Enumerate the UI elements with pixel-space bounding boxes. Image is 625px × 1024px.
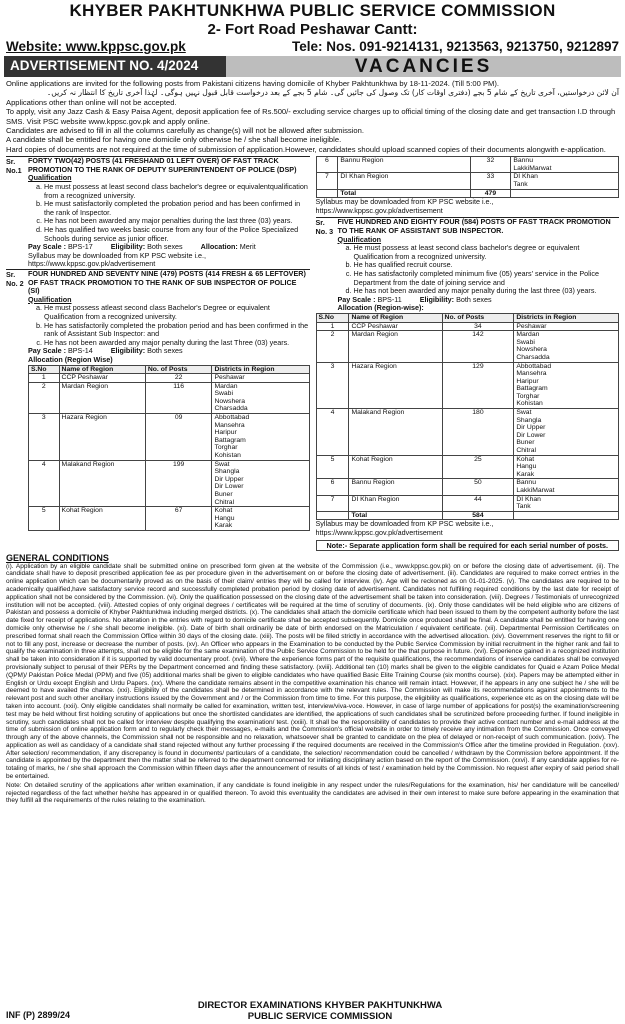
cell-districts: Abbottabad Mansehra Haripur Battagram Torghar Kohistan [514,362,619,409]
vacancies-banner: VACANCIES [226,56,621,77]
table-row [316,173,619,189]
table-row [29,460,310,507]
syllabus-note[interactable]: Syllabus may be downloaded from KP PSC website i.e., https://www.kppsc.gov.pk/advertisement [315,519,494,537]
col-header: S.No [316,313,349,322]
intro-line: A candidate shall be entitled for having one domicile only otherwise he / she shall become ineligible. [6,135,342,145]
qualification-list [28,183,310,243]
cell-posts: 180 [442,409,514,456]
qualification-item: a. He must possess at least second class bachelor's degree or equivalent Qualification from a recognized university. [354,244,620,261]
cell-sn: 6 [316,157,338,173]
post-2-section: Sr. No. 2 FOUR HUNDRED AND SEVENTY NINE (479) POSTS (414 FRESH & 65 LEFTOVER) OF FAST TRACK PROMOTION TO THE RANK OF SUB INSPECTOR OF POLICE (SI) Qualification a. He must possess atleast second class Bachelor's Degree or equivalent Qualification from a recognized university. b. He has satisfactorily completed the probation period and has been confirmed in the rank of Assistant Sub Inspector: and c. He has not been awarded any major penalty during the last Three (03) years. Pay Scale : BPS-14 Eligibility: Both sexes Allocation (Region Wise) S.No Name of Region No. of Posts Districts in Region 1 CCP Peshawar 22 Peshawar 2 Mardan Region 116 Mardan Swabi Nowshera Charsadda 3 Hazara Region 09 Abbottabad Mansehra Haripur Battagram Torghar Kohistan 4 Malakand Region 199 Swat Shangla Dir Upper Dir Lower Buner Chitral 5 Kohat Region 67 Kohat Hangu Karak [6,269,310,531]
qualification-item: a. He must possess atleast second class Bachelor's Degree or equivalent Qualification from a recognized university. [44,304,310,321]
qualification-item: c. He has not been awarded any major penalties during the last three (03) years. [44,217,310,226]
col-header: No. of Posts [442,313,514,322]
cell-sn: 2 [316,331,349,362]
syllabus-note[interactable]: Syllabus may be downloaded from KP PSC website i.e., https://www.kppsc.gov.pk/advertisement [28,250,207,269]
table-row [316,409,619,456]
cell-districts: Kohat Hangu Karak [514,455,619,479]
cell-districts: Swat Shangla Dir Upper Dir Lower Buner Chitral [212,460,309,507]
qualification-item: b. He must satisfactorily completed the probation period and has been confirmed in the rank of Inspector. [44,200,310,217]
pay-scale: BPS-11 [377,294,402,304]
separate-form-note: Note:- Separate application form shall be required for each serial number of posts. [316,540,620,551]
cell-posts: 25 [442,455,514,479]
cell-posts: 67 [145,507,212,531]
cell-posts: 199 [145,460,212,507]
cell-sn: 5 [316,455,349,479]
footer [0,996,625,1024]
total-posts: 584 [442,511,514,520]
inf-number: INF (P) 2899/24 [6,1010,71,1020]
cell-region: Hazara Region [59,414,145,461]
allocation: Merit [239,242,256,252]
cell-sn: 1 [29,374,60,383]
eligibility: Both sexes [456,294,492,304]
cell-sn: 5 [29,507,60,531]
intro-line: Online applications are invited for the following posts from Pakistani citizens having domicile of Khyber Pakhtunkhwa by 18-11-2024. (Till 5:00 PM). [6,79,499,88]
allocation-label: Allocation (Region Wise) [28,354,113,364]
cell-posts: 22 [145,374,212,383]
cell-region: Bannu Region [349,479,442,495]
qualification-item: d. He has not been awarded any major penalty during the last three (03) years. [354,287,620,296]
cell-sn: 1 [316,322,349,331]
cell-districts: Kohat Hangu Karak [212,507,309,531]
cell-region: DI Khan Region [338,173,470,189]
cell-region: Mardan Region [59,382,145,413]
col-header: Name of Region [349,313,442,322]
signatory [150,1000,490,1022]
qualification-item: b. He has satisfactorily completed the probation period and has been confirmed in the rank of Assistant Sub Inspector: and [44,322,310,339]
table-row [316,362,619,409]
intro-line: Candidates are advised to fill in all the columns carefully as change(s) will not be allowed after submission. [6,126,364,136]
org-address: 2- Fort Road Peshawar Cantt: [207,21,418,38]
telephone-numbers: Tele: Nos. 091-9214131, 9213563, 9213750, 9212897 [291,39,619,54]
pay-scale: BPS-17 [67,242,93,252]
contact-bar [0,39,625,54]
cell-region: Bannu Region [338,157,470,173]
cell-districts: Peshawar [514,322,619,331]
cell-posts: 142 [442,331,514,362]
qualification-label: Qualification [28,173,72,183]
cell-region: CCP Peshawar [349,322,442,331]
cell-region: Malakand Region [349,409,442,456]
qualification-item: b. He has qualified recruit course. [354,261,620,270]
total-posts: 479 [470,189,511,198]
cell-region: Kohat Region [59,507,145,531]
cell-districts: DI Khan Tank [514,495,619,511]
sr-number: No. 3 [315,227,334,236]
col-header: No. of Posts [145,365,212,374]
general-conditions-body [0,563,625,806]
cell-region: CCP Peshawar [59,374,145,383]
website-link[interactable]: Website: www.kppsc.gov.pk [6,39,186,54]
cell-region: Mardan Region [349,331,442,362]
intro-section [0,77,625,154]
qualification-label: Qualification [28,294,72,304]
right-column [316,156,620,550]
posts-columns [0,154,625,550]
cell-districts: DI Khan Tank [511,173,619,189]
cell-districts: Peshawar [212,374,309,383]
cell-districts: Mardan Swabi Nowshera Charsadda [514,331,619,362]
pay-row: Pay Scale : BPS-17 Eligibility: Both sexes Allocation: Merit [28,242,256,252]
table-row [316,455,619,479]
qualification-item: c. He has satisfactorily completed minimum five (05) years' service in the Police Department from the date of joining service and [354,270,620,287]
cell-sn: 3 [29,414,60,461]
cell-posts: 33 [470,173,511,189]
allocation-table-3 [316,313,620,520]
table-row [316,322,619,331]
conditions-note: Note: On detailed scrutiny of the applications after written examination, if any candidate is found ineligible in any respect under the rules/Regulations for the examination, his/ her candidature will be cancelled/ rejected regardless of the fact whether he/she has appeared in or qualified thereon. To avoid this eventuality the candidates are advised in their own interest to make sure before appearing in the examination that they fulfill all the requirements of the rules relating to the examination. [6,781,619,805]
cell-region: DI Khan Region [349,495,442,511]
intro-line: Applications other than online will not be accepted. [6,97,177,107]
sr-number: No.1 [6,165,22,175]
cell-sn: 7 [316,173,338,189]
table-row [29,507,310,531]
pay-row: Pay Scale : BPS-11 Eligibility: Both sexes [337,294,492,304]
cell-region: Kohat Region [349,455,442,479]
intro-line: Hard copies of documents are not required at the time of submission of application.However, candidates should upload scanned copies of their documents alongwith e-application. [6,144,606,154]
qualification-item: d. He has qualified two weeks basic course from any four of the Police Specialized Schools during service as junior officer. [44,226,310,243]
col-header: Districts in Region [514,313,619,322]
cell-sn: 3 [316,362,349,409]
qualification-label: Qualification [337,234,382,244]
org-title: KHYBER PAKHTUNKHWA PUBLIC SERVICE COMMISSION [69,1,556,20]
cell-sn: 7 [316,495,349,511]
cell-sn: 6 [316,479,349,495]
cell-districts: Bannu LakkiMarwat [514,479,619,495]
signatory-line: DIRECTOR EXAMINATIONS KHYBER PAKHTUNKHWA [197,1000,443,1011]
cell-sn: 2 [29,382,60,413]
table-row [316,479,619,495]
cell-posts: 09 [145,414,212,461]
intro-line: To apply, visit any Jazz Cash & Easy Paisa Agent, deposit application fee of Rs.500/- excluding service charges up to official timing of the closing date and get transaction I.D through SMS. Visit PSC website www.kppsc.gov.pk and apply online. [6,107,616,126]
syllabus-note[interactable]: Syllabus may be downloaded from KP PSC website i.e., https://www.kppsc.gov.pk/advertisement [315,197,494,215]
cell-districts: Swat Shangla Dir Upper Dir Lower Buner Chitral [514,409,619,456]
sr-label: Sr. [6,157,16,167]
allocation-table [28,365,310,531]
cell-posts: 50 [442,479,514,495]
conditions-paragraph: (i). Application by an eligible candidate shall be submitted online on prescribed form given at the website of the Commission (i.e., www.kppsc.gov.pk) on or before the closing date of advertisement. (ii). The candidate shall have to deposit prescribed application fee as per procedure given in the advertisement on or before the closing date of advertisement. (iii). Candidates are required to make correct entries in the online application which can be documentarily proved as on the basis of their claim/ entries they will be called for interview. (iv). Age will be reckoned as on 01-01-2025. (v). The candidates are required to be academically qualified,have satisfactory service record and successfully completed probation period by closing date of advertisement. Candidates not fulfilling required conditions by the last date for receipt of application shall not be considered by the Commission. (vi). Only the qualification possessed on the closing date of the advertisement shall be taken into consideration. (viii). Degrees / Testimonials of unrecognized institution will not be accepted. (viii). Attested copies of only original degrees / certificates will be required at the time of scrutiny of documents. (ix). Only those candidates will be held eligible who are citizens of Pakistan and possess a domicile of Khyber Pakhtunkhwa including merged districts. (x). The candidates shall attach the domicile certificate which had been issued to them by the competent authority before the last date fixed for receipt of applications. No alteration in the entries with regard to domicile certificate shall be accepted subsequently. Domicile once produced shall be final. A candidate shall be entitled for having one domicile only otherwise he / she shall become ineligible. (xi). Date of birth shall ordinarily be date of birth endorsed on the Matriculation / equivalent certificate. (xii). Departmental Permission Certificates on prescribed format shall reach the Commission Office within 30 days of the closing date. (xiii). The posts will be filled strictly in accordance with the advertised allocation. (xiv). Government reserves the right to fill or not to fill any post, increase or decrease the number of posts. (xv). An Officer who appears in the Examination to be conducted by the Public Service Commission by initial recruitment in the higher rank and fail to qualify the examination in three attempts, shall not be eligible for the same examination of the Public Service Commission to be held for the that purpose in future. (xvi). Experience gained in a recognized institution shall be taken into consideration if it is supported by valid documentary proof. (xvii). Where the experience forms part of the requisite qualifications, the recommendations of inservice candidates shall be conveyed provisionally subject to perusal of their PERs by the Department concerned and finding these satisfactory. (xviii). Additional ten (10) marks shall be given to the eligible candidates for Quaid e Azam Police Medal (QPM)/ Pakistan Police Medal (PPM) and five (05) additional marks shall be given to eligible candidates who have qualified Basic Elite Training Course (six months course). (xix). Papers may be attempted either in English or Urdu except English and Urdu Papers. (xx). Where the candidate remains absent in the competitive examination his chance will remain intact. However, if he appears in any one subject he / she will be deemed to have availed the chance. (xxi). Eligibility of the candidates shall be determined in accordance with the relevant rules. The Commission will make its recommendations against appointments to the relevant post and such other ancillary instructions issued by the Government and / or the Commission from time to time. For this purpose, the eligibility as qualifications, experience etc as on the closing date will be taken into account. (xxii). Only eligible candidates shall normally be called for examination, written test, interview/viva-voce. However, in case of large number of applications for post(s) the examination/screening test may be held without first holding scrutiny of applications but once the shortlisted candidates are identified, the applications of such candidates shall be scrutinized before proceeding further. If found ineligible in scrutiny, such candidates shall not be called for interview despite qualifying the examination/ test. (xxiii). It shall be the responsibility of candidates to provide their active contact number and e-mail address at the time of submission of online application form and to regularly check their messages, e-mails and the Commission's official website in order to timely receive any intimation from the Commission. Once conveyed through any of the above channels, the Commission shall not be responsible and no relaxation, whatsoever shall be granted to candidate on the plea of delayed or non-receipt of such communication. (xxiv). The application as well as candidacy of a candidate shall stand rejected without any further processing if the required documents are received in the Commission's Office after the timeline provided in Regulation. (xxv). After selection/ recommendation, if any discrepancy is found in documents/ particulars of a candidate, the selection/ recommendation could be cancelled / withdrawn by the Commission before appointment. If the candidate is appointed by the department then the matter shall be referred to the department concerned for initiating disciplinary action based on the report of the Commission. (xxvi). If any candidate applies for re-totaling of marks, he / she shall approach the Commission within fifteen days after the announcement of results of all kinds of test / examination held by the Commission. No request after expiry of said period shall be entertained. [6,562,619,781]
cell-posts: 129 [442,362,514,409]
qualification-item: a. He must possess at least second class bachelor's degree or equivalentqualification from a recognized university. [44,183,310,200]
table-row [316,157,619,173]
eligibility: Both sexes [147,242,183,252]
table-row [29,374,310,383]
post-title: FORTY TWO(42) POSTS (41 FRESHAND 01 LEFT OVER) OF FAST TRACK PROMOTION TO THE RANK OF DEPUTY SUPERINTENDENT OF POLICE (DSP) [28,156,297,174]
cell-posts: 32 [470,157,511,173]
col-header: Name of Region [59,365,145,374]
eligibility: Both sexes [147,346,183,356]
pay-scale: BPS-14 [67,346,93,356]
cell-sn: 4 [29,460,60,507]
general-conditions-heading: GENERAL CONDITIONS [6,552,109,563]
advertisement-number: ADVERTISEMENT NO. 4/2024 [4,56,226,77]
cell-sn: 4 [316,409,349,456]
qualification-item: c. He has not been awarded any major penalty during the last Three (03) years. [44,339,310,348]
urdu-notice: آن لائن درخواستیں، آخری تاریخ کے شام 5 بجے (دفتری اوقات کار) تک وصول کی جائیں گی۔ شام 5 بجے کے بعد درخواست قابل قبول نہیں ہوگی۔ لہٰذا آخری تاریخ کا انتظار نہ کریں۔ [46,88,619,98]
table-row-total: Total 479 [316,189,619,198]
cell-posts: 116 [145,382,212,413]
qualification-list [338,244,620,296]
cell-posts: 44 [442,495,514,511]
col-header: S.No [29,365,60,374]
signatory-line: PUBLIC SERVICE COMMISSION [247,1011,393,1022]
cell-region: Hazara Region [349,362,442,409]
cell-districts: Bannu LakkiMarwat [511,157,619,173]
qualification-list [28,304,310,347]
table-row [29,414,310,461]
post-3-section: Sr. No. 3 FIVE HUNDRED AND EIGHTY FOUR (584) POSTS OF FAST TRACK PROMOTION TO THE RANK OF ASSISTANT SUB INSPECTOR. Qualification a. He must possess at least second class bachelor's degree or equivalent Qualification from a recognized university. b. He has qualified recruit course. c. He has satisfactorily completed minimum five (05) years' service in the Police Department from the date of joining service and d. He has not been awarded any major penalty during the last three (03) years. Pay Scale : BPS-11 Eligibility: Both sexes Allocation (Region-wise): [316,217,620,313]
allocation-label: Allocation (Region-wise): [337,303,424,313]
cell-region: Malakand Region [59,460,145,507]
post-title: FIVE HUNDRED AND EIGHTY FOUR (584) POSTS OF FAST TRACK PROMOTION TO THE RANK OF ASSISTANT SUB INSPECTOR. [337,217,611,235]
table-row [316,495,619,511]
allocation-table-continued [316,156,620,198]
table-row [29,382,310,413]
left-column [6,156,310,550]
post-title: FOUR HUNDRED AND SEVENTY NINE (479) POSTS (414 FRESH & 65 LEFTOVER) OF FAST TRACK PROMOTION TO THE RANK OF SUB INSPECTOR OF POLICE (SI) [28,268,306,296]
post-1-section [6,156,310,269]
cell-districts: Mardan Swabi Nowshera Charsadda [212,382,309,413]
cell-posts: 34 [442,322,514,331]
sr-number: No. 2 [6,278,24,288]
pay-row: Pay Scale : BPS-14 Eligibility: Both sexes [28,346,183,356]
cell-districts: Abbottabad Mansehra Haripur Battagram Torghar Kohistan [212,414,309,461]
advertisement-bar [4,56,621,77]
col-header: Districts in Region [212,365,309,374]
table-row [316,331,619,362]
table-row-total: Total 584 [316,511,619,520]
